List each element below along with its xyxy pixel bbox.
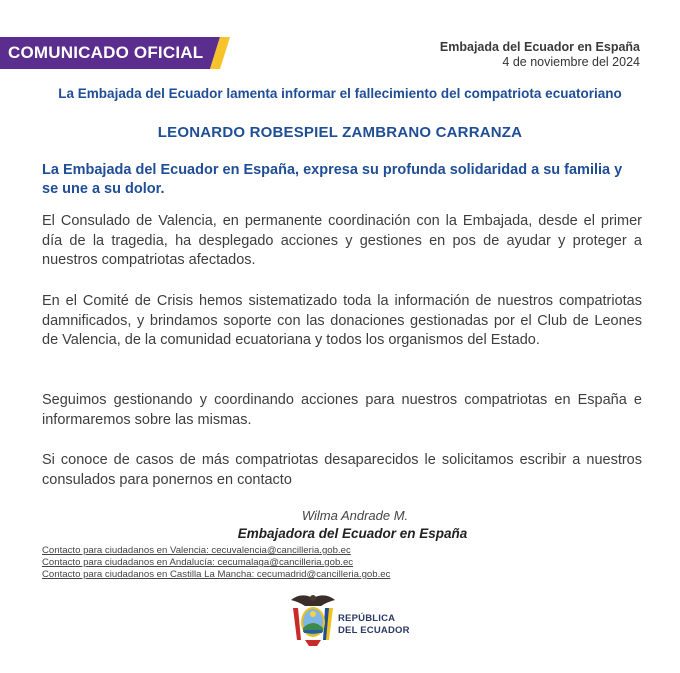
signatory-name: Wilma Andrade M.: [301, 508, 409, 523]
republica-logo-text: REPÚBLICA DEL ECUADOR: [338, 613, 410, 636]
paragraph-3: Seguimos gestionando y coordinando acciones para nuestros compatriotas en España e informaremos sobre las mismas.: [42, 392, 642, 428]
solidarity-text: La Embajada del Ecuador en España, expresa su profunda solidaridad a su familia y se une a su dolor.: [42, 162, 623, 197]
contact-castilla[interactable]: Contacto para ciudadanos en Castilla La Mancha: cecumadrid@cancilleria.gob.ec: [42, 569, 391, 580]
header-info: [440, 40, 640, 70]
banner-title: COMUNICADO OFICIAL: [8, 43, 204, 62]
contact-valencia[interactable]: Contacto para ciudadanos en Valencia: cecuvalencia@cancilleria.gob.ec: [42, 545, 351, 556]
paragraph-2: En el Comité de Crisis hemos sistematizado toda la información de nuestros compatriotas damnificados, y brindamos soporte con las donaciones gestionadas por el Club de Leones de Valencia, de la comunidad ecuatoriana y todos los organismos del Estado.: [42, 293, 642, 348]
embassy-name: Embajada del Ecuador en España: [439, 40, 640, 54]
ecuador-coat-of-arms-icon: [287, 590, 339, 648]
intro-text: La Embajada del Ecuador lamenta informar el fallecimiento del compatriota ecuatoriano: [58, 86, 622, 101]
contacts-list: [42, 545, 390, 581]
date: 4 de noviembre del 2024: [502, 55, 640, 69]
comunicado-banner: [0, 37, 230, 69]
contact-andalucia[interactable]: Contacto para ciudadanos en Andalucía: cecumalaga@cancilleria.gob.ec: [42, 557, 354, 568]
deceased-name: LEONARDO ROBESPIEL ZAMBRANO CARRANZA: [157, 124, 523, 141]
paragraph-4: Si conoce de casos de más compatriotas desaparecidos le solicitamos escribir a nuestros consulados para ponernos en contacto: [42, 452, 642, 488]
paragraph-1: El Consulado de Valencia, en permanente coordinación con la Embajada, desde el primer día de la tragedia, ha desplegado acciones y gestiones en pos de ayudar y proteger a nuestros compatriotas afectados.: [42, 213, 642, 268]
signatory-title: Embajadora del Ecuador en España: [237, 526, 468, 541]
